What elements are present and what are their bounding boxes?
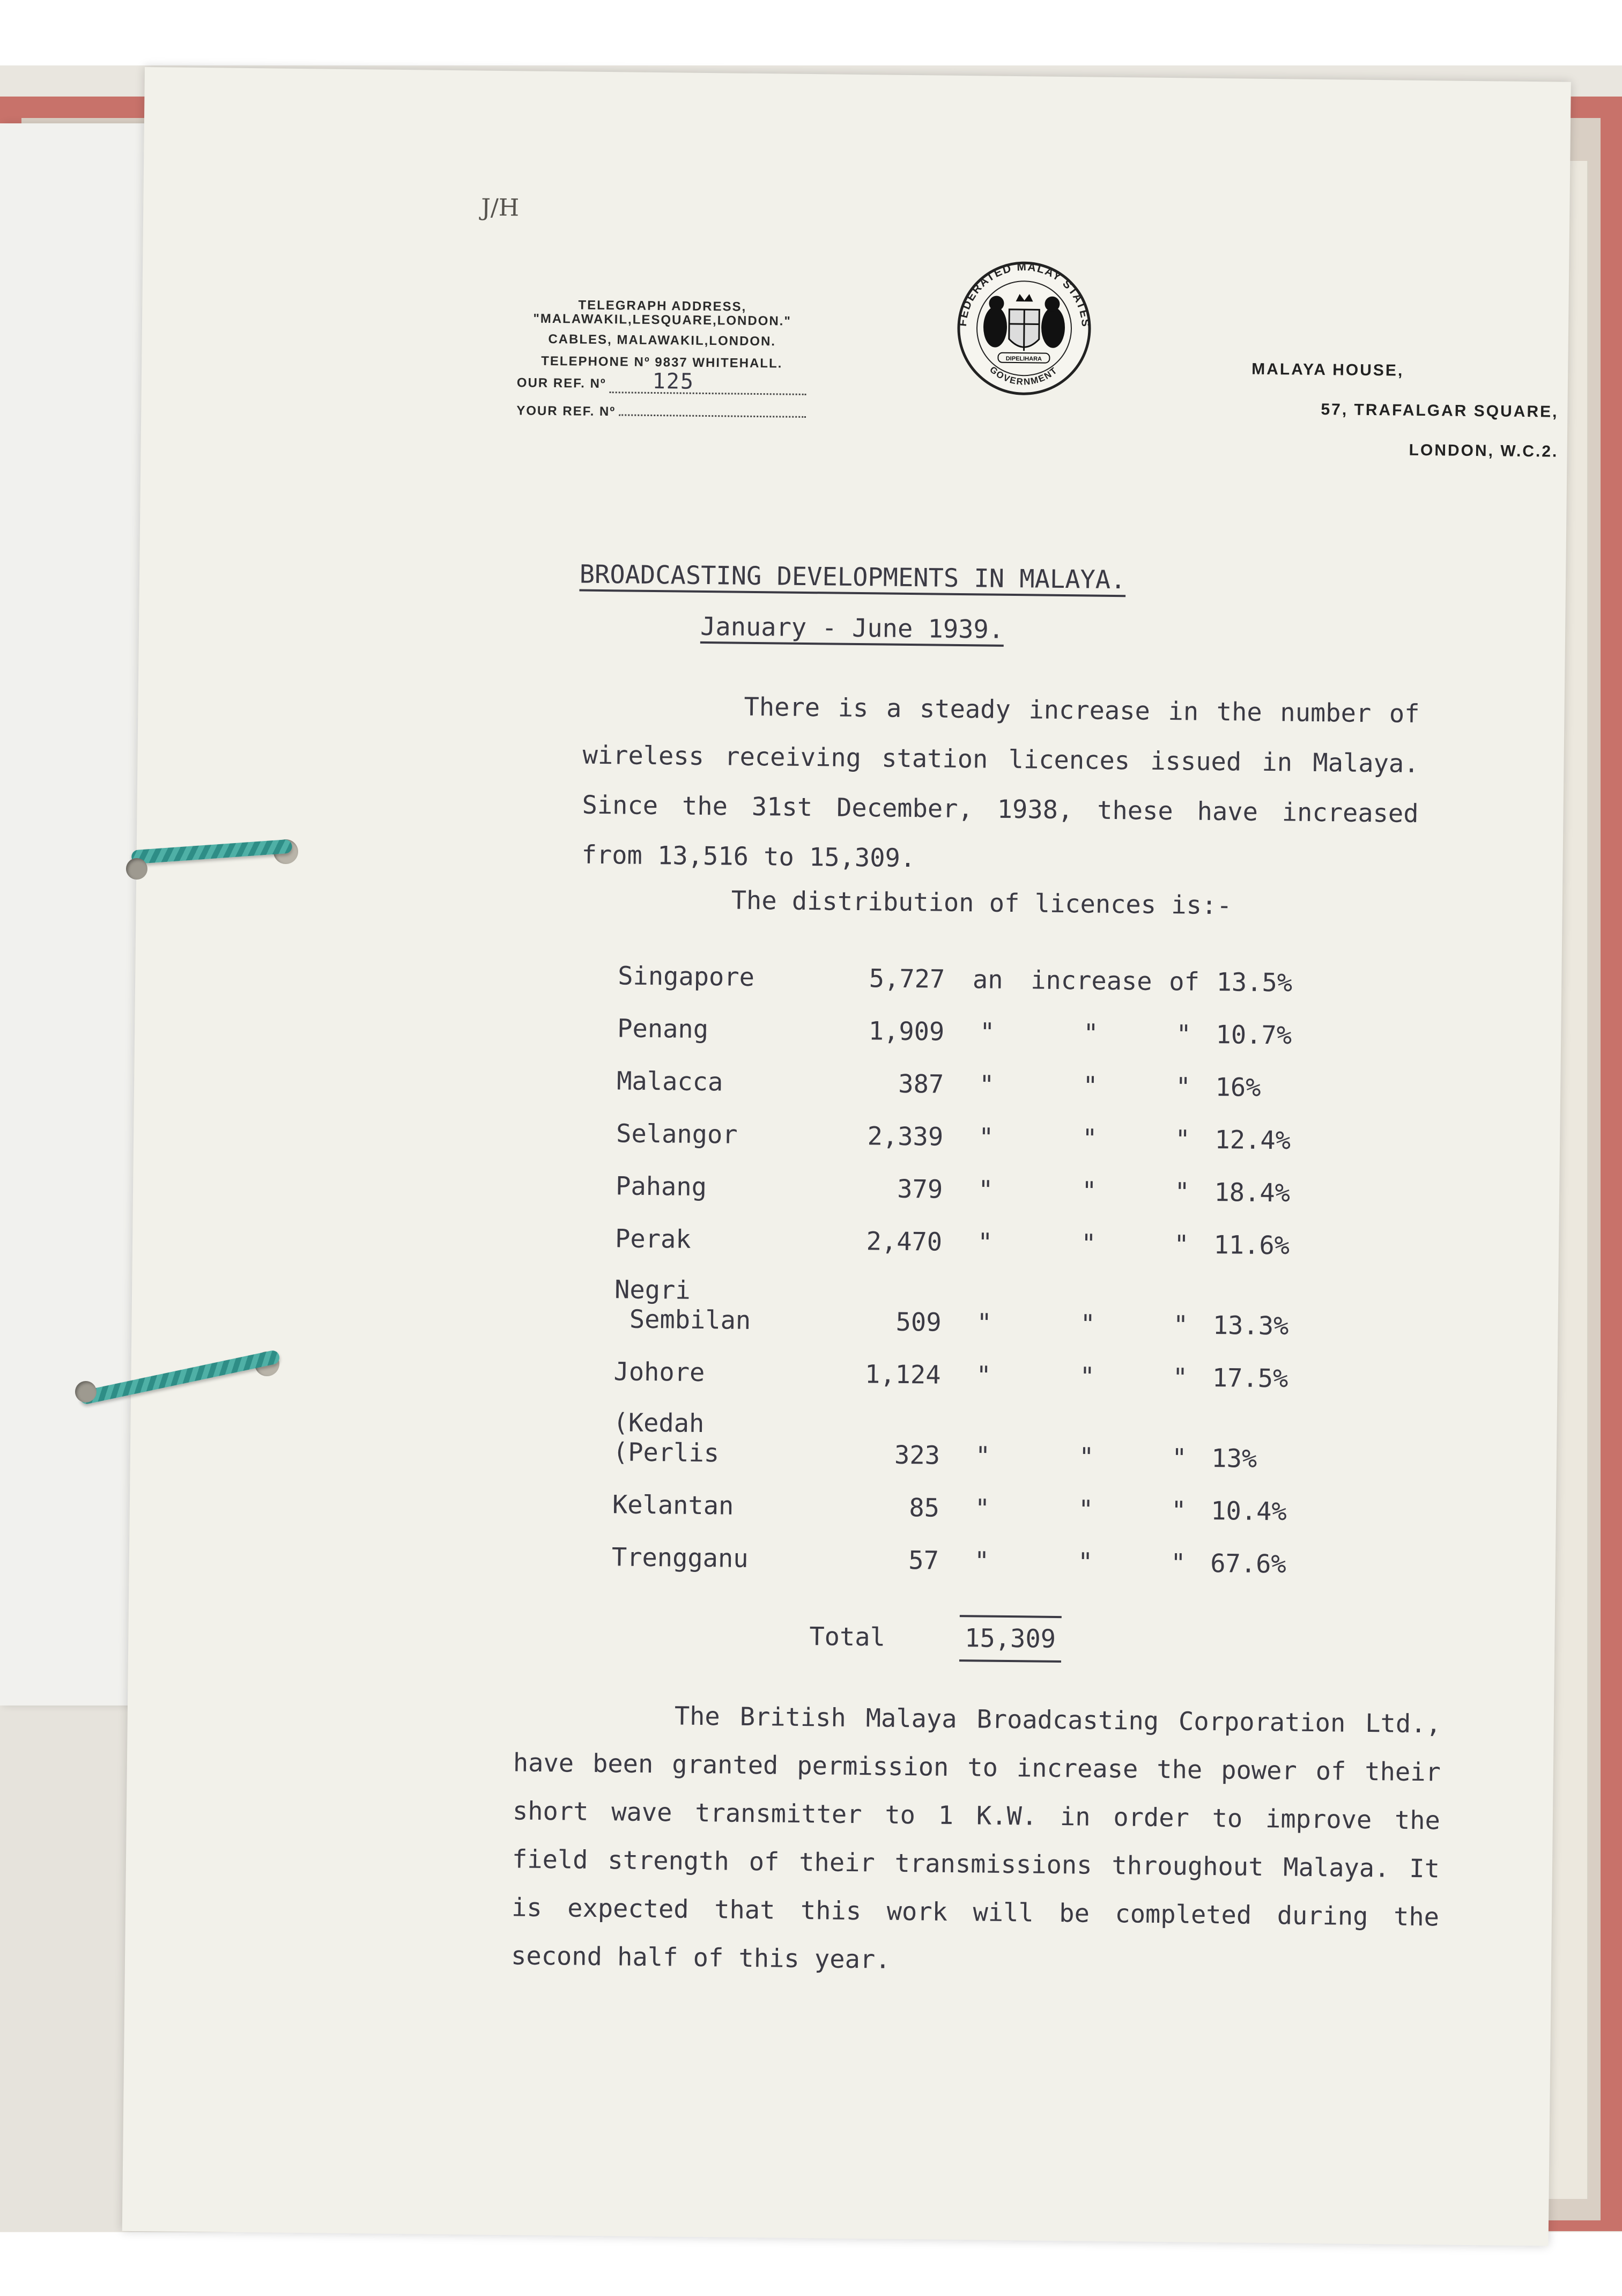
your-ref bbox=[516, 397, 806, 428]
ditto-cell: " bbox=[1174, 1230, 1189, 1260]
ditto-cell: " bbox=[1173, 1310, 1189, 1340]
distribution-intro: The distribution of licences is:- bbox=[731, 885, 1232, 921]
percent-cell: 11.6% bbox=[1213, 1230, 1290, 1261]
ditto-cell: " bbox=[976, 1308, 992, 1338]
place-cell: Pahang bbox=[615, 1171, 707, 1202]
crest-bottom-text: GOVERNMENT bbox=[988, 364, 1060, 387]
table-row bbox=[617, 1043, 1323, 1103]
ditto-cell: " bbox=[1176, 1020, 1192, 1050]
ditto-cell: " bbox=[1081, 1176, 1097, 1206]
percent-cell: 16% bbox=[1215, 1073, 1261, 1103]
table-row bbox=[612, 1467, 1319, 1527]
initials: J/H bbox=[481, 194, 520, 222]
count-cell: 323 bbox=[894, 1440, 940, 1471]
place-line-2: (Perlis bbox=[612, 1437, 720, 1468]
percent-cell: 13.5% bbox=[1216, 968, 1293, 998]
count-cell: 2,470 bbox=[866, 1227, 943, 1257]
count-cell: 57 bbox=[908, 1546, 939, 1576]
percent-cell: 18.4% bbox=[1214, 1178, 1291, 1208]
count-cell: 2,339 bbox=[867, 1121, 944, 1152]
place-cell: Singapore bbox=[618, 961, 755, 992]
our-ref-value: 125 bbox=[609, 370, 806, 395]
total-label: Total bbox=[809, 1622, 886, 1652]
paragraph-licences-text: There is a steady increase in the number of wireless receiving station licences issued in Malaya. Since the 31st December, 1938, these have increased from 13,516 to 15,309. bbox=[581, 692, 1420, 874]
place-cell: Johore bbox=[613, 1357, 705, 1388]
ditto-cell: " bbox=[1080, 1229, 1097, 1259]
left-page-hole-lower bbox=[75, 1381, 97, 1402]
our-ref-label: OUR REF. Nº bbox=[516, 375, 606, 392]
telegraph-value: "MALAWAKIL,LESQUARE,LONDON." bbox=[533, 311, 791, 329]
place-line-2: Sembilan bbox=[614, 1304, 751, 1335]
paragraph-licences bbox=[581, 681, 1420, 889]
ditto-cell: " bbox=[1171, 1496, 1187, 1526]
count-cell: 85 bbox=[909, 1493, 940, 1523]
percent-cell: 67.6% bbox=[1210, 1548, 1287, 1579]
ditto-cell: " bbox=[979, 1017, 995, 1047]
cables-line: CABLES, MALAWAKIL,LONDON. bbox=[548, 331, 776, 349]
crest-motto: DIPELIHARA bbox=[1005, 355, 1042, 363]
ditto-cell: " bbox=[1082, 1071, 1098, 1101]
place-cell: Kelantan bbox=[612, 1490, 734, 1521]
table-row bbox=[616, 1096, 1322, 1156]
federated-malay-states-crest-icon bbox=[943, 258, 1106, 399]
ditto-cell: " bbox=[979, 1070, 995, 1100]
place-line-1: Negri bbox=[614, 1275, 691, 1305]
your-ref-label: YOUR REF. Nº bbox=[516, 403, 616, 419]
total-value: 15,309 bbox=[959, 1615, 1062, 1663]
paragraph-transmitter bbox=[511, 1690, 1442, 1990]
table-row bbox=[613, 1386, 1320, 1474]
crest-top-text: FEDERATED MALAY STATES bbox=[956, 260, 1092, 328]
ditto-cell: " bbox=[1174, 1177, 1190, 1207]
table-row bbox=[615, 1201, 1321, 1261]
place-cell: Trengganu bbox=[611, 1542, 749, 1574]
address-line-1: MALAYA HOUSE, bbox=[1251, 360, 1404, 380]
place-cell: Penang bbox=[617, 1014, 709, 1045]
address-line-3: LONDON, W.C.2. bbox=[1409, 441, 1559, 461]
ditto-cell: " bbox=[977, 1228, 993, 1258]
table-row bbox=[614, 1253, 1321, 1341]
paragraph-transmitter-text: The British Malaya Broadcasting Corporation Ltd., have been granted permission to increase the power of their short wave transmitter to 1 K.W. in order to improve the field strength of their transmissions throughout Malaya. It is expected that this work will be completed during the second half of this year. bbox=[510, 1701, 1442, 1975]
percent-cell: 13% bbox=[1211, 1443, 1257, 1474]
place-cell: Perak bbox=[614, 1224, 691, 1254]
ditto-cell: " bbox=[1171, 1443, 1187, 1473]
ditto-cell: " bbox=[977, 1175, 994, 1205]
ditto-cell: " bbox=[1175, 1072, 1191, 1102]
percent-cell: 13.3% bbox=[1212, 1310, 1289, 1341]
licence-distribution-table bbox=[612, 938, 1324, 1579]
total-row bbox=[809, 1613, 1061, 1663]
ditto-cell: " bbox=[1078, 1495, 1094, 1525]
document-title-text: BROADCASTING DEVELOPMENTS IN MALAYA. bbox=[579, 559, 1126, 595]
percent-cell: 17.5% bbox=[1212, 1363, 1288, 1394]
letterhead-right bbox=[1234, 360, 1568, 482]
table-row bbox=[613, 1334, 1320, 1394]
document-subtitle-text: January - June 1939. bbox=[700, 611, 1004, 645]
ditto-cell: " bbox=[1079, 1362, 1095, 1392]
ditto-cell: " bbox=[1082, 1124, 1098, 1154]
left-page-hole-upper bbox=[126, 858, 147, 880]
letter-page bbox=[122, 67, 1571, 2246]
document-subtitle bbox=[139, 606, 1565, 651]
count-cell: 1,124 bbox=[864, 1360, 941, 1390]
count-cell: 509 bbox=[895, 1307, 942, 1338]
count-cell: 379 bbox=[897, 1174, 943, 1205]
our-ref bbox=[517, 369, 807, 400]
telephone-line: TELEPHONE Nº 9837 WHITEHALL. bbox=[541, 353, 783, 371]
ditto-cell: " bbox=[1083, 1018, 1099, 1049]
increase-word-cell: increase bbox=[1030, 965, 1152, 996]
percent-cell: 12.4% bbox=[1214, 1125, 1291, 1156]
ditto-cell: " bbox=[1170, 1548, 1186, 1578]
telegraph-label: TELEGRAPH ADDRESS, bbox=[578, 298, 747, 314]
place-cell bbox=[613, 1386, 807, 1469]
ditto-cell: " bbox=[976, 1361, 991, 1391]
ditto-cell: " bbox=[1175, 1125, 1190, 1155]
ditto-cell: " bbox=[974, 1494, 990, 1524]
letterhead-left bbox=[516, 291, 808, 428]
address-line-2: 57, TRAFALGAR SQUARE, bbox=[1321, 401, 1559, 421]
increase-word-cell: an bbox=[972, 965, 1003, 995]
place-cell bbox=[614, 1253, 808, 1336]
table-row bbox=[616, 1148, 1322, 1208]
ditto-cell: " bbox=[1080, 1309, 1096, 1339]
your-ref-value bbox=[619, 398, 806, 418]
table-row bbox=[617, 991, 1323, 1051]
place-cell: Malacca bbox=[616, 1066, 723, 1097]
ditto-cell: " bbox=[978, 1123, 994, 1153]
table-row bbox=[612, 1519, 1318, 1579]
ditto-cell: " bbox=[974, 1546, 990, 1576]
count-cell: 1,909 bbox=[868, 1016, 945, 1047]
ditto-cell: " bbox=[1078, 1442, 1094, 1472]
ditto-cell: " bbox=[975, 1441, 991, 1471]
place-line-1: (Kedah bbox=[613, 1408, 705, 1439]
increase-word-cell: of bbox=[1169, 967, 1200, 997]
table-row bbox=[618, 938, 1324, 998]
place-cell: Selangor bbox=[616, 1119, 738, 1150]
document-title bbox=[139, 555, 1566, 600]
ditto-cell: " bbox=[1077, 1547, 1093, 1577]
percent-cell: 10.7% bbox=[1216, 1020, 1292, 1051]
count-cell: 387 bbox=[898, 1069, 944, 1099]
ditto-cell: " bbox=[1172, 1363, 1188, 1393]
percent-cell: 10.4% bbox=[1211, 1496, 1287, 1527]
count-cell: 5,727 bbox=[869, 964, 945, 994]
